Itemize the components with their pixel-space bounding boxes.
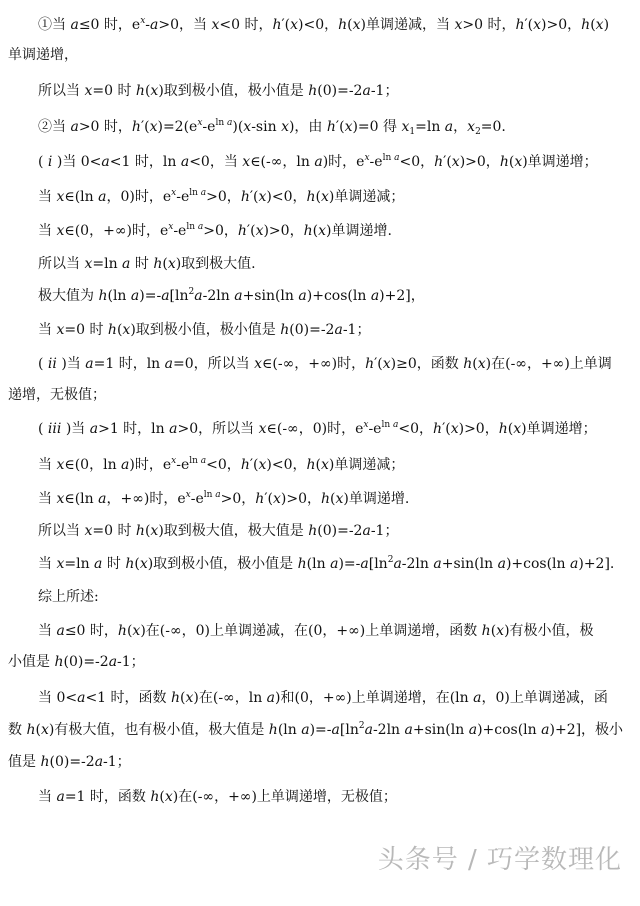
- text-line: 当 x∈(ln a，0)时，$e^x-e^{ln a}>0$，h′(x)<0，h(x)单调递减；: [38, 188, 405, 205]
- text-line: 极大值为 h(ln $a)=-a[\ln^2a-2\ln$ a+sin(ln a)+cos(ln a)+2]，: [38, 287, 425, 304]
- text-line: 当 a=1 时，函数 h(x)在(-∞，+∞)上单调递增，无极值；: [38, 789, 397, 805]
- text-line: ( iii )当 a>1 时，ln a>0，所以当 x∈(-∞，0)时，$e^x-e^{ln a}<0$，h′(x)>0，h(x)单调递增；: [38, 420, 597, 437]
- text-line: 当 x∈(0，ln a)时，$e^x-e^{ln a}<0$，h′(x)<0，h(x)单调递减；: [38, 456, 405, 473]
- text-line: 递增，无极值；: [8, 387, 106, 403]
- text-line: 当 x=0 时 h(x)取到极小值，极小值是 h(0)=-2a-1；: [38, 322, 371, 338]
- text-line: 所以当 x=0 时 h(x)取到极大值，极大值是 h(0)=-2a-1；: [38, 523, 399, 539]
- watermark: 头条号 / 巧学数理化: [377, 845, 622, 875]
- text-line: 单调递增，: [8, 47, 78, 63]
- text-line: 所以当 x=ln a 时 h(x)取到极大值.: [38, 256, 256, 272]
- text-line: ②当 a>0 时，$h'(x)=2(e^x-e^{ln a})(x-\sin$ x)，由 h′(x)=0 得 $x_1=\ln$ a，$x_2=0$.: [38, 118, 506, 137]
- text-line: 所以当 x=0 时 h(x)取到极小值，极小值是 h(0)=-2a-1；: [38, 83, 399, 99]
- text-line: 当 a≤0 时，h(x)在(-∞，0)上单调递减，在(0，+∞)上单调递增，函数 h(x)有极小值，极: [38, 623, 594, 639]
- text-line: 数 h(x)有极大值，也有极小值，极大值是 h(ln $a)=-a[\ln^2a-2\ln$ a+sin(ln a)+cos(ln a)+2]，极小: [8, 721, 624, 738]
- text-line: 小值是 h(0)=-2a-1；: [8, 654, 145, 670]
- text-line: ①当 a≤0 时，$e^x-a>0$，当 x<0 时，h′(x)<0，h(x)单调递减，当 x>0 时，h′(x)>0，h(x): [38, 16, 610, 33]
- text-line: ( i )当 0<a<1 时，ln a<0，当 x∈(-∞，ln a)时，$e^x-e^{ln a}<0$，h′(x)>0，h(x)单调递增；: [38, 153, 598, 170]
- text-line: 当 x∈(ln a，+∞)时，$e^x-e^{ln a}>0$，h′(x)>0，h(x)单调递增.: [38, 490, 410, 507]
- text-line: 当 x∈(0，+∞)时，$e^x-e^{ln a}>0$，h′(x)>0，h(x)单调递增.: [38, 222, 392, 239]
- text-line: 综上所述:: [38, 589, 99, 605]
- text-line: ( ii )当 a=1 时，ln a=0，所以当 x∈(-∞，+∞)时，h′(x)≥0，函数 h(x)在(-∞，+∞)上单调: [38, 356, 612, 372]
- text-line: 当 0<a<1 时，函数 h(x)在(-∞，ln a)和(0，+∞)上单调递增，在(ln a，0)上单调递减，函: [38, 690, 608, 706]
- text-line: 当 x=ln a 时 h(x)取到极小值，极小值是 h(ln $a)=-a[\ln^2a-2\ln$ a+sin(ln a)+cos(ln a)+2].: [38, 555, 615, 572]
- text-line: 值是 h(0)=-2a-1；: [8, 754, 131, 770]
